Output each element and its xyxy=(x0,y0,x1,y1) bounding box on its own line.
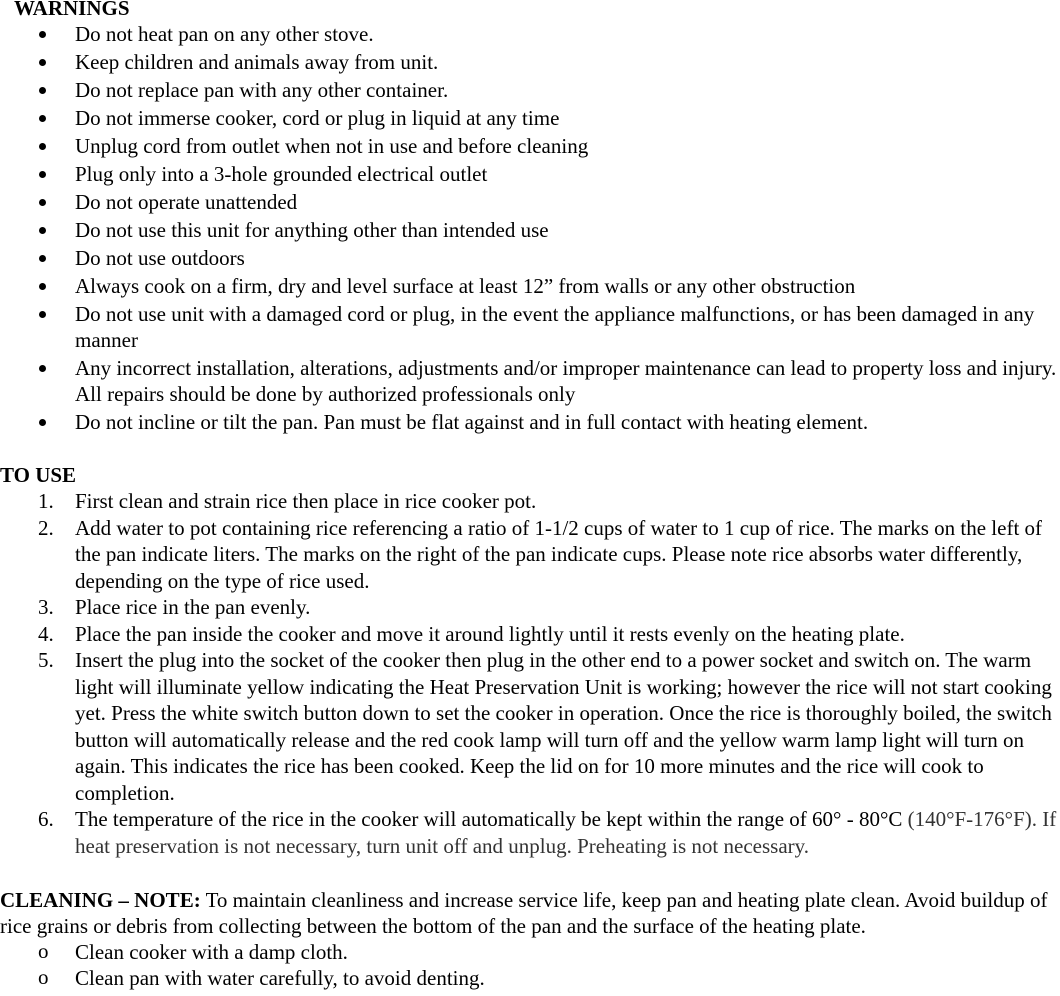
list-item: Do not replace pan with any other container. xyxy=(0,77,1060,103)
warnings-list xyxy=(0,21,1060,435)
warnings-section xyxy=(0,0,1060,435)
bullet-icon xyxy=(39,311,46,318)
list-item: Plug only into a 3-hole grounded electrical outlet xyxy=(0,161,1060,187)
bullet-icon xyxy=(39,283,46,290)
step-number: 2. xyxy=(38,515,54,540)
spacer xyxy=(0,859,1060,887)
bullet-icon xyxy=(39,143,46,150)
to-use-steps xyxy=(0,488,1060,859)
to-use-heading: TO USE xyxy=(0,463,77,487)
list-item: Unplug cord from outlet when not in use and before cleaning xyxy=(0,133,1060,159)
step-number: 4. xyxy=(38,621,54,646)
cleaning-heading: CLEANING – NOTE: xyxy=(0,888,201,912)
bullet-icon xyxy=(39,365,46,372)
bullet-icon xyxy=(39,255,46,262)
list-item: 5. Insert the plug into the socket of the cooker then plug in the other end to a power socket and switch on. The warm light will illuminate yellow indicating the Heat Preservation Unit is working; however the rice will not start cooking yet. Press the white switch button down to set the cooker in operation. Once the rice is thoroughly boiled, the switch button will automatically release and the red cook lamp will turn off and the yellow warm lamp light will turn on again. This indicates the rice has been cooked. Keep the lid on for 10 more minutes and the rice will cook to completion. xyxy=(38,648,1052,805)
list-item: 3. Place rice in the pan evenly. xyxy=(38,595,311,619)
step-number: 6. xyxy=(38,807,54,831)
list-item: Any incorrect installation, alterations, adjustments and/or improper maintenance can lead to property loss and injury. All repairs should be done by authorized professionals only xyxy=(0,355,1060,407)
bullet-icon xyxy=(39,419,46,426)
list-item: Do not incline or tilt the pan. Pan must be flat against and in full contact with heating element. xyxy=(0,409,1060,435)
list-item: Do not use unit with a damaged cord or plug, in the event the appliance malfunctions, or has been damaged in any manner xyxy=(0,301,1060,353)
list-item: Do not use this unit for anything other than intended use xyxy=(0,217,1060,243)
list-item: 4. Place the pan inside the cooker and move it around lightly until it rests evenly on the heating plate. xyxy=(38,621,905,646)
list-item: o Clean cooker with a damp cloth. xyxy=(38,939,348,964)
spacer xyxy=(0,437,1060,461)
list-item: Do not use outdoors xyxy=(0,245,1060,271)
cleaning-list xyxy=(0,939,1060,991)
bullet-icon xyxy=(39,115,46,122)
bullet-icon xyxy=(39,87,46,94)
step-number: 5. xyxy=(38,648,54,672)
to-use-section xyxy=(0,461,1060,859)
list-item: Keep children and animals away from unit. xyxy=(0,49,1060,75)
list-item: Do not operate unattended xyxy=(0,189,1060,215)
list-item: 2. Add water to pot containing rice referencing a ratio of 1-1/2 cups of water to 1 cup of rice. The marks on the left of the pan indicate liters. The marks on the right of the pan indicate cups. Please note rice absorbs water differently, depending on the type of rice used. xyxy=(38,515,1043,593)
cleaning-paragraph: CLEANING – NOTE: To maintain cleanliness and increase service life, keep pan and heating plate clean. Avoid buildup of rice grains or debris from collecting between the bottom of the pan and the surface of the heating plate. xyxy=(0,888,1048,938)
list-item: 1. First clean and strain rice then place in rice cooker pot. xyxy=(38,489,537,513)
warnings-heading: WARNINGS xyxy=(14,0,130,20)
step-number: 1. xyxy=(38,489,54,513)
list-item: o Clean pan with water carefully, to avoid denting. xyxy=(38,965,485,990)
cleaning-section xyxy=(0,887,1060,991)
bullet-icon xyxy=(39,199,46,206)
list-item: Do not heat pan on any other stove. xyxy=(0,21,1060,47)
list-item: 6. The temperature of the rice in the cooker will automatically be kept within the range of 60° - 80°C (140°F-176°F). If heat preservation is not necessary, turn unit off and unplug. Preheating is not necessary. xyxy=(38,807,1057,858)
bullet-icon xyxy=(39,59,46,66)
list-item: Always cook on a firm, dry and level surface at least 12” from walls or any other obstruction xyxy=(0,273,1060,299)
list-item: Do not immerse cooker, cord or plug in liquid at any time xyxy=(0,105,1060,131)
circle-bullet-icon: o xyxy=(38,965,49,989)
bullet-icon xyxy=(39,31,46,38)
step-number: 3. xyxy=(38,595,54,619)
bullet-icon xyxy=(39,227,46,234)
bullet-icon xyxy=(39,171,46,178)
circle-bullet-icon: o xyxy=(38,939,49,963)
